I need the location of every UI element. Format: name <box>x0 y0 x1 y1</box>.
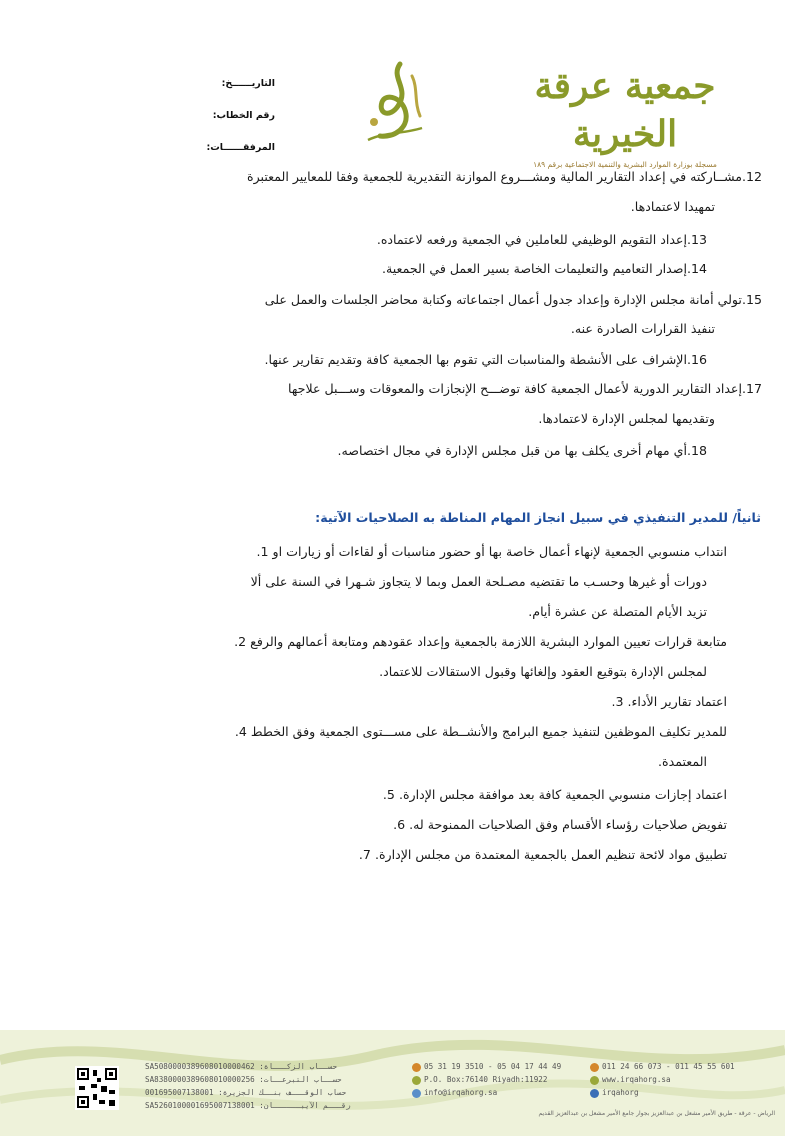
list-item: انتداب منسوبي الجمعية لإنهاء أعمال خاصة بها أو حضور مناسبات أو لقاءات أو زيارات او 1. <box>256 544 727 559</box>
mobile-numbers: 05 31 19 3510 - 05 04 17 44 49 <box>424 1062 562 1071</box>
attachments-label: المرفقــــــات: <box>206 142 275 153</box>
list-item: 17.إعداد التقارير الدورية لأعمال الجمعية كافة توضـــح الإنجازات والمعوقات وســـبل علاجها <box>288 381 762 396</box>
list-item-cont: المعتمدة. <box>658 754 707 769</box>
calligraphy-emblem-icon <box>360 58 430 144</box>
contact-info-right <box>590 1060 735 1099</box>
list-item: متابعة قرارات تعيين الموارد البشرية اللازمة بالجمعية وإعداد عقودهم ومتابعة أعمالهم والرفع 2. <box>234 634 727 649</box>
list-item: 14.إصدار التعاميم والتعليمات الخاصة بسير العمل في الجمعية. <box>381 261 707 276</box>
website[interactable]: www.irqahorg.sa <box>602 1075 671 1084</box>
org-name: جمعية عرقة الخيرية <box>534 65 716 155</box>
landline-numbers: 011 24 66 073 - 011 45 55 601 <box>602 1062 735 1071</box>
letterhead <box>0 0 785 169</box>
list-item: 16.الإشراف على الأنشطة والمناسبات التي تقوم بها الجمعية كافة وتقديم تقارير عنها. <box>264 352 707 367</box>
telephone-icon <box>590 1063 599 1072</box>
list-item: تطبيق مواد لائحة تنظيم العمل بالجمعية المعتمدة من مجلس الإدارة. 7. <box>358 847 727 862</box>
email-address[interactable]: info@irqahorg.sa <box>424 1088 498 1097</box>
list-item-cont: دورات أو غيرها وحسـب ما تقتضيه مصـلحة العمل وبما لا يتجاوز شـهرا في السنة على ألا <box>250 574 707 589</box>
contact-info <box>412 1060 561 1099</box>
mailbox-icon <box>412 1076 421 1085</box>
org-logo <box>505 62 745 169</box>
letter-meta <box>205 76 275 172</box>
letter-number-label: رقم الخطاب: <box>212 110 275 121</box>
section-two-title: ثانياً/ للمدير التنفيذي في سبيل انجاز المهام المناطة به الصلاحيات الآتية: <box>315 510 761 525</box>
list-item: للمدير تكليف الموظفين لتنفيذ جميع البرامج والأنشــطة على مســـتوى الجمعية وفق الخطط 4. <box>234 724 727 739</box>
globe-icon <box>590 1076 599 1085</box>
list-item: 13.إعداد التقويم الوظيفي للعاملين في الجمعية ورفعه لاعتماده. <box>376 232 707 247</box>
account-donations: SA8380000389608010000256 :حســاب التبرعــات <box>145 1075 342 1084</box>
email-icon <box>412 1089 421 1098</box>
account-waqf: 001695007138001 :حساب الوقـــف بنــك الجزيرة <box>145 1088 347 1097</box>
list-item-cont: تنفيذ القرارات الصادرة عنه. <box>570 321 715 336</box>
account-iban: SA5260100001695007138001 :رقـــم الآيبــــــان <box>145 1101 351 1110</box>
list-item: 18.أي مهام أخرى يكلف بها من قبل مجلس الإدارة في مجال اختصاصه. <box>337 443 707 458</box>
list-item: اعتماد إجازات منسوبي الجمعية كافة بعد موافقة مجلس الإدارة. 5. <box>382 787 727 802</box>
social-handle[interactable]: irqahorg <box>602 1088 639 1097</box>
list-item-cont: تزيد الأيام المتصلة عن عشرة أيام. <box>528 604 707 619</box>
social-icon <box>590 1089 599 1098</box>
list-item-cont: لمجلس الإدارة بتوقيع العقود وإلغائها وقبول الاستقالات للاعتماد. <box>379 664 707 679</box>
list-item-cont: تمهيدا لاعتمادها. <box>630 199 715 214</box>
account-zakat: SA5080000389608010000462 :حســاب الزكـــاة <box>145 1062 338 1071</box>
org-registration: مسجلة بوزارة الموارد البشرية والتنمية الاجتماعية برقم ١٨٩ <box>533 160 717 169</box>
phone-icon <box>412 1063 421 1072</box>
footer-address: الرياض - عرقة - طريق الأمير مشعل بن عبدالعزيز بجوار جامع الأمير مشعل بن عبدالعزيز القديم <box>538 1110 775 1117</box>
bank-accounts <box>145 1060 351 1112</box>
qr-code-icon[interactable] <box>75 1066 119 1110</box>
list-item: 12.مشــاركته في إعداد التقارير المالية ومشـــروع الموازنة التقديرية للجمعية وفقا للمعايير المعتبرة <box>247 169 762 184</box>
date-label: التاريــــــخ: <box>221 78 275 89</box>
po-box: P.O. Box:76140 Riyadh:11922 <box>424 1075 548 1084</box>
list-item-cont: وتقديمها لمجلس الإدارة لاعتمادها. <box>538 411 715 426</box>
list-item: 15.تولي أمانة مجلس الإدارة وإعداد جدول أعمال اجتماعاته وكتابة محاضر الجلسات والعمل على <box>264 292 762 307</box>
list-item: اعتماد تقارير الأداء. 3. <box>611 694 727 709</box>
list-item: تفويض صلاحيات رؤساء الأقسام وفق الصلاحيات الممنوحة له. 6. <box>393 817 727 832</box>
